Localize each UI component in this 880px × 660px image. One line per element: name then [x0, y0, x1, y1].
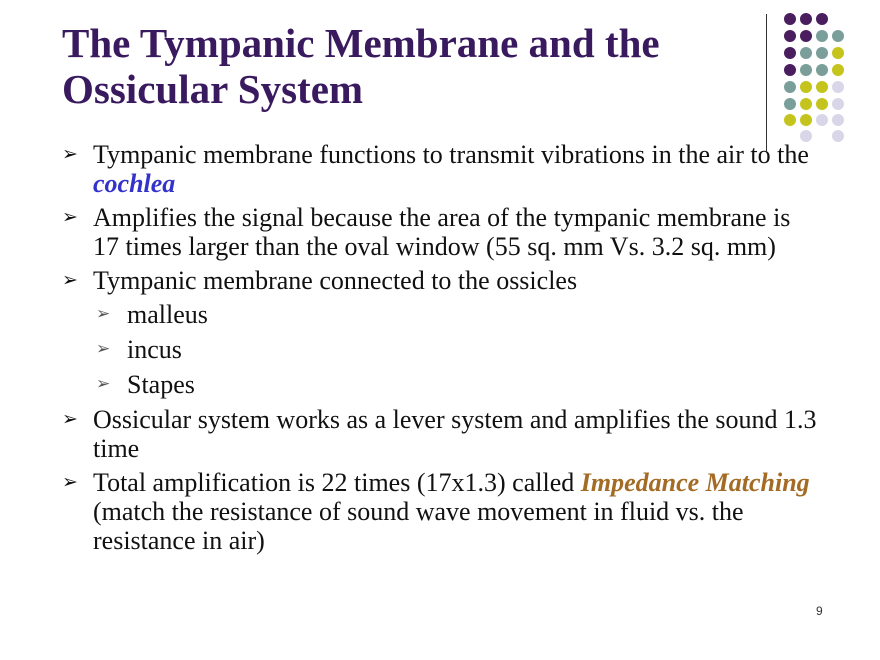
- decor-dot: [832, 81, 844, 93]
- decor-dot: [784, 47, 796, 59]
- highlight-term: Impedance Matching: [580, 468, 810, 497]
- bullet-arrow-icon: ➢: [62, 206, 78, 228]
- sub-bullet-text: malleus: [127, 300, 208, 329]
- decor-dot: [832, 98, 844, 110]
- decor-dot: [784, 64, 796, 76]
- decor-dot: [800, 13, 812, 25]
- bullet-item: [62, 203, 822, 261]
- decor-dot: [784, 98, 796, 110]
- decor-dot: [816, 13, 828, 25]
- decor-dot: [832, 47, 844, 59]
- highlight-term: cochlea: [93, 169, 176, 198]
- bullet-arrow-icon: ➢: [62, 269, 78, 291]
- decor-dot: [784, 13, 796, 25]
- bullet-text: Tympanic membrane functions to transmit vibrations in the air to the: [93, 140, 809, 169]
- decor-dot: [800, 98, 812, 110]
- bullet-text: Total amplification is 22 times (17x1.3) called: [93, 468, 581, 497]
- sub-bullet-arrow-icon: ➢: [96, 339, 111, 359]
- bullet-item: [62, 266, 822, 295]
- sub-bullet-item: [96, 335, 822, 364]
- bullet-item: [62, 140, 822, 198]
- bullet-arrow-icon: ➢: [62, 408, 78, 430]
- decor-dot: [816, 64, 828, 76]
- page-number: 9: [816, 604, 823, 618]
- slide-body: [62, 140, 822, 560]
- bullet-arrow-icon: ➢: [62, 143, 78, 165]
- decor-dot: [800, 114, 812, 126]
- bullet-text: Ossicular system works as a lever system and amplifies the sound 1.3 time: [93, 405, 817, 463]
- slide-title-line-1: The Tympanic Membrane and the: [62, 20, 660, 66]
- sub-bullet-item: [96, 370, 822, 399]
- slide-title-line-2: Ossicular System: [62, 66, 364, 112]
- decor-dot: [800, 81, 812, 93]
- bullet-text: Amplifies the signal because the area of the tympanic membrane is 17 times larger than the oval window (55 sq. mm Vs. 3.2 sq. mm): [93, 203, 791, 261]
- decor-dot: [832, 64, 844, 76]
- decor-dot: [816, 47, 828, 59]
- decor-dot: [832, 30, 844, 42]
- decor-dot: [800, 64, 812, 76]
- sub-bullet-arrow-icon: ➢: [96, 374, 111, 394]
- bullet-item: [62, 468, 822, 555]
- decor-dot: [784, 30, 796, 42]
- decor-dot: [800, 30, 812, 42]
- decor-dot: [816, 114, 828, 126]
- decor-dot: [784, 81, 796, 93]
- decor-dot: [832, 114, 844, 126]
- bullet-text: Tympanic membrane connected to the ossicles: [93, 266, 578, 295]
- decor-dot: [816, 81, 828, 93]
- sub-bullet-text: Stapes: [127, 370, 195, 399]
- bullet-item: [62, 405, 822, 463]
- decor-dot: [832, 130, 844, 142]
- sub-bullet-item: [96, 300, 822, 329]
- decor-dot: [816, 98, 828, 110]
- decor-dot: [816, 30, 828, 42]
- decor-dot: [784, 114, 796, 126]
- sub-bullet-text: incus: [127, 335, 182, 364]
- sub-bullet-arrow-icon: ➢: [96, 304, 111, 324]
- bullet-text-continued: (match the resistance of sound wave movement in fluid vs. the resistance in air): [93, 497, 744, 555]
- decor-dot: [800, 47, 812, 59]
- bullet-arrow-icon: ➢: [62, 471, 78, 493]
